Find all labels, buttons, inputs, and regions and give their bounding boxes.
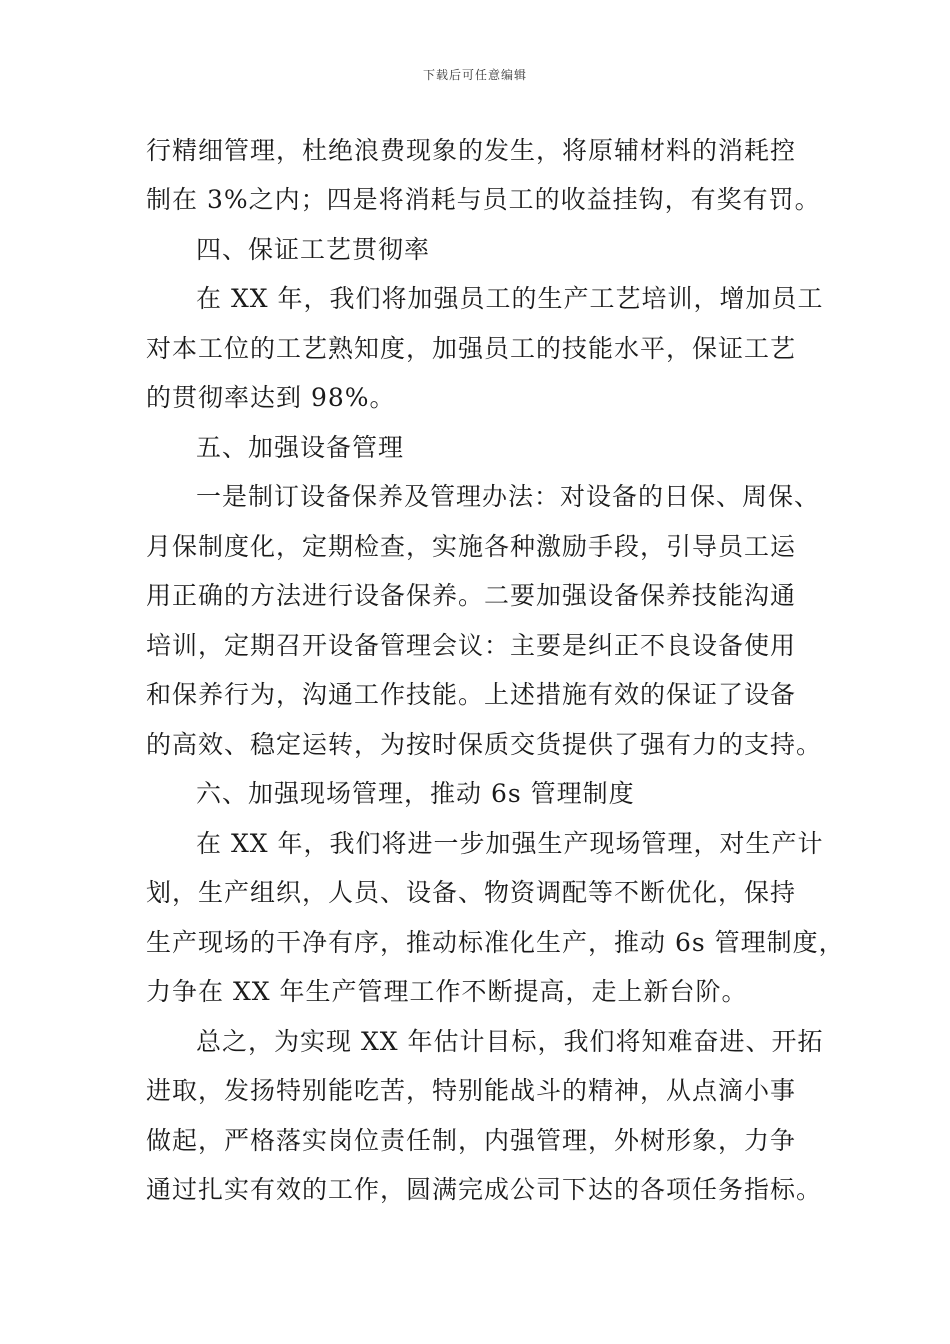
section-heading: 五、加强设备管理 [196,433,405,462]
section-heading: 四、保证工艺贯彻率 [196,235,431,264]
text-line: 对本工位的工艺熟知度，加强员工的技能水平，保证工艺 [146,334,797,363]
text-line: 和保养行为，沟通工作技能。上述措施有效的保证了设备 [146,680,797,709]
text-line: 生产现场的干净有序，推动标准化生产，推动 6s 管理制度， [146,928,845,957]
text-line: 行精细管理，杜绝浪费现象的发生，将原辅材料的消耗控 [146,136,797,165]
text-line: 力争在 XX 年生产管理工作不断提高，走上新台阶。 [146,977,748,1006]
text-line: 一是制订设备保养及管理办法：对设备的日保、周保、 [196,482,821,511]
text-line: 进取，发扬特别能吃苦，特别能战斗的精神，从点滴小事 [146,1076,797,1105]
page-header: 下载后可任意编辑 [422,68,527,82]
text-line: 划，生产组织，人员、设备、物资调配等不断优化，保持 [146,878,797,907]
text-line: 做起，严格落实岗位责任制，内强管理，外树形象，力争 [146,1126,797,1155]
text-line: 制在 3%之内；四是将消耗与员工的收益挂钩，有奖有罚。 [146,185,821,214]
text-line: 通过扎实有效的工作，圆满完成公司下达的各项任务指标。 [146,1175,823,1204]
text-line: 的高效、稳定运转，为按时保质交货提供了强有力的支持。 [146,730,823,759]
text-line: 用正确的方法进行设备保养。二要加强设备保养技能沟通 [146,581,797,610]
text-line: 培训，定期召开设备管理会议：主要是纠正不良设备使用 [146,631,797,660]
text-line: 在 XX 年，我们将进一步加强生产现场管理，对生产计 [196,829,824,858]
section-heading: 六、加强现场管理，推动 6s 管理制度 [196,779,635,808]
text-line: 的贯彻率达到 98%。 [146,383,396,412]
text-line: 总之，为实现 XX 年估计目标，我们将知难奋进、开拓 [196,1027,824,1056]
text-line: 在 XX 年，我们将加强员工的生产工艺培训，增加员工 [196,284,824,313]
text-line: 月保制度化，定期检查，实施各种激励手段，引导员工运 [146,532,797,561]
